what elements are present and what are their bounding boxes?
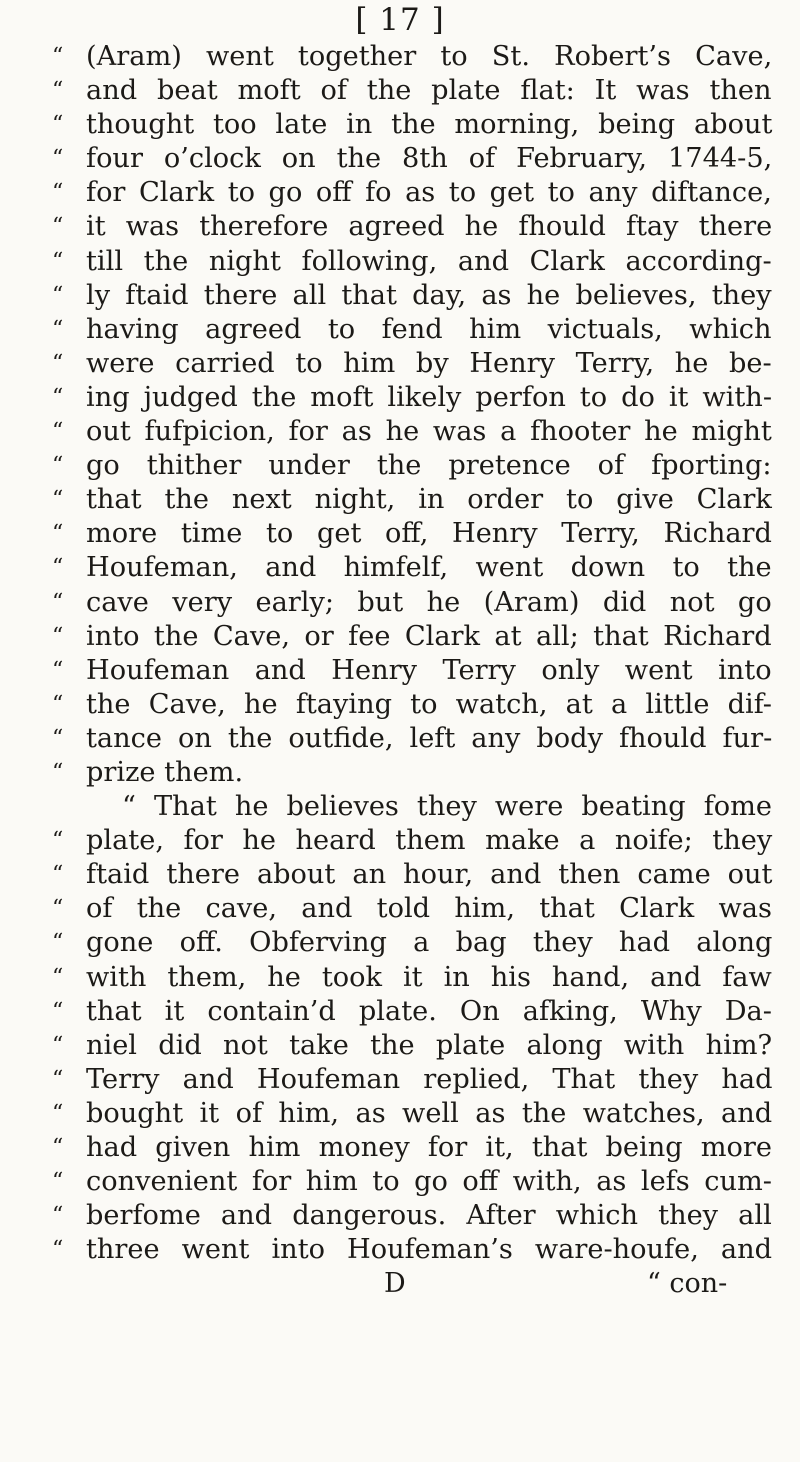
text-line [52, 108, 772, 142]
line-text: three went into Houfeman’s ware-houfe, and [86, 1234, 773, 1266]
quote-mark: “ [52, 930, 64, 956]
line-text: plate, for he heard them make a noife; they [86, 825, 773, 857]
quote-mark: “ [52, 964, 64, 990]
line-text: of the cave, and told him, that Clark was [86, 893, 772, 925]
text-line [52, 176, 772, 210]
text-line [52, 1199, 772, 1233]
text-line [52, 517, 772, 551]
catchword: “ con- [647, 1268, 728, 1299]
quote-mark: “ [52, 998, 64, 1024]
line-text: tance on the outfide, left any body fhould fur- [86, 722, 773, 754]
quote-mark: “ [52, 316, 64, 342]
text-line [52, 1097, 772, 1131]
line-text: Houfeman and Henry Terry only went into [86, 654, 772, 686]
text-line [52, 858, 772, 892]
quote-mark: “ [52, 1100, 64, 1126]
text-line [52, 1233, 772, 1267]
text-line [52, 483, 772, 517]
line-text: with them, he took it in his hand, and faw [86, 961, 772, 993]
line-text: go thither under the pretence of fporting: [86, 450, 772, 482]
line-text: bought it of him, as well as the watches, and [86, 1097, 773, 1129]
text-line [52, 824, 772, 858]
text-line [52, 892, 772, 926]
text-line [52, 415, 772, 449]
quote-mark: “ [52, 1066, 64, 1092]
line-text: out fufpicion, for as he was a fhooter he might [86, 416, 772, 448]
quote-mark: “ [52, 487, 64, 513]
quote-mark: “ [52, 248, 64, 274]
text-line [52, 1131, 772, 1165]
text-line [52, 586, 772, 620]
line-text: for Clark to go off fo as to get to any diftance, [86, 177, 772, 209]
quote-mark: “ [52, 1169, 64, 1195]
text-line [52, 551, 772, 585]
text-line [52, 381, 772, 415]
line-text: till the night following, and Clark according- [86, 245, 772, 277]
line-text: thought too late in the morning, being about [86, 109, 773, 141]
page-number: [ 17 ] [355, 2, 445, 38]
line-text: that the next night, in order to give Clark [86, 484, 772, 516]
line-text: “ That he believes they were beating fome [122, 791, 773, 823]
line-text: cave very early; but he (Aram) did not go [86, 586, 772, 618]
text-line [52, 722, 772, 756]
quote-mark: “ [52, 78, 64, 104]
text-line [52, 620, 772, 654]
line-text: more time to get off, Henry Terry, Richard [86, 518, 772, 550]
quote-mark: “ [52, 862, 64, 888]
text-line [52, 245, 772, 279]
line-text: Terry and Houfeman replied, That they had [86, 1063, 773, 1095]
line-text: (Aram) went together to St. Robert’s Cave, [86, 41, 773, 72]
quote-mark: “ [52, 828, 64, 854]
line-text: ftaid there about an hour, and then came out [86, 859, 773, 891]
quote-mark: “ [52, 384, 64, 410]
line-text: ing judged the moft likely perfon to do it with- [86, 381, 773, 413]
quote-mark: “ [52, 759, 64, 785]
page-footer [52, 1267, 772, 1301]
text-line [52, 995, 772, 1029]
text-line [52, 347, 772, 381]
line-text: had given him money for it, that being more [86, 1132, 773, 1163]
line-text: prize them. [86, 756, 244, 788]
quote-mark: “ [52, 896, 64, 922]
text-line [52, 1029, 772, 1063]
quote-mark: “ [52, 623, 64, 649]
quote-mark: “ [52, 657, 64, 683]
line-text: the Cave, he ftaying to watch, at a little dif- [86, 688, 772, 720]
line-text: berfome and dangerous. After which they all [86, 1200, 772, 1232]
text-line [52, 279, 772, 313]
text-line [52, 1063, 772, 1097]
quote-mark: “ [52, 589, 64, 615]
quote-mark: “ [52, 555, 64, 581]
text-line [52, 654, 772, 688]
quote-mark: “ [52, 146, 64, 172]
line-text: niel did not take the plate along with him? [86, 1029, 773, 1061]
text-line [52, 313, 772, 347]
line-text: were carried to him by Henry Terry, he be- [86, 347, 772, 379]
line-text: convenient for him to go off with, as lefs cum- [86, 1166, 772, 1198]
line-text: having agreed to fend him victuals, which [86, 313, 772, 345]
line-text: and beat moft of the plate flat: It was then [86, 75, 772, 107]
text-line [52, 961, 772, 995]
line-text: it was therefore agreed he fhould ftay there [86, 211, 773, 243]
signature-mark: D [384, 1268, 406, 1299]
quote-mark: “ [52, 521, 64, 547]
quote-mark: “ [52, 691, 64, 717]
quote-mark: “ [52, 44, 64, 69]
text-line [52, 40, 772, 74]
quote-mark: “ [52, 350, 64, 376]
quote-mark: “ [52, 282, 64, 308]
quote-mark: “ [52, 453, 64, 479]
line-text: four o’clock on the 8th of February, 1744-5, [86, 143, 773, 175]
text-line [52, 74, 772, 108]
line-text: gone off. Obferving a bag they had along [86, 927, 773, 959]
text-line [52, 1165, 772, 1199]
line-text: into the Cave, or fee Clark at all; that Richard [86, 620, 772, 652]
quote-mark: “ [52, 1032, 64, 1058]
text-line [52, 142, 772, 176]
quote-mark: “ [52, 1237, 64, 1263]
text-line [52, 756, 772, 790]
quote-mark: “ [52, 725, 64, 751]
quote-mark: “ [52, 419, 64, 445]
text-line [52, 449, 772, 483]
quote-mark: “ [52, 180, 64, 206]
line-text: ly ftaid there all that day, as he believes, they [86, 279, 772, 311]
text-line [52, 688, 772, 722]
line-text: Houfeman, and himfelf, went down to the [86, 552, 772, 584]
quote-mark: “ [52, 112, 64, 138]
text-line [52, 926, 772, 960]
quote-mark: “ [52, 1203, 64, 1229]
body-text [52, 40, 772, 1267]
text-line [52, 790, 772, 824]
quote-mark: “ [52, 214, 64, 240]
text-line [52, 210, 772, 244]
line-text: that it contain’d plate. On afking, Why Da- [86, 995, 772, 1027]
quote-mark: “ [52, 1135, 64, 1160]
